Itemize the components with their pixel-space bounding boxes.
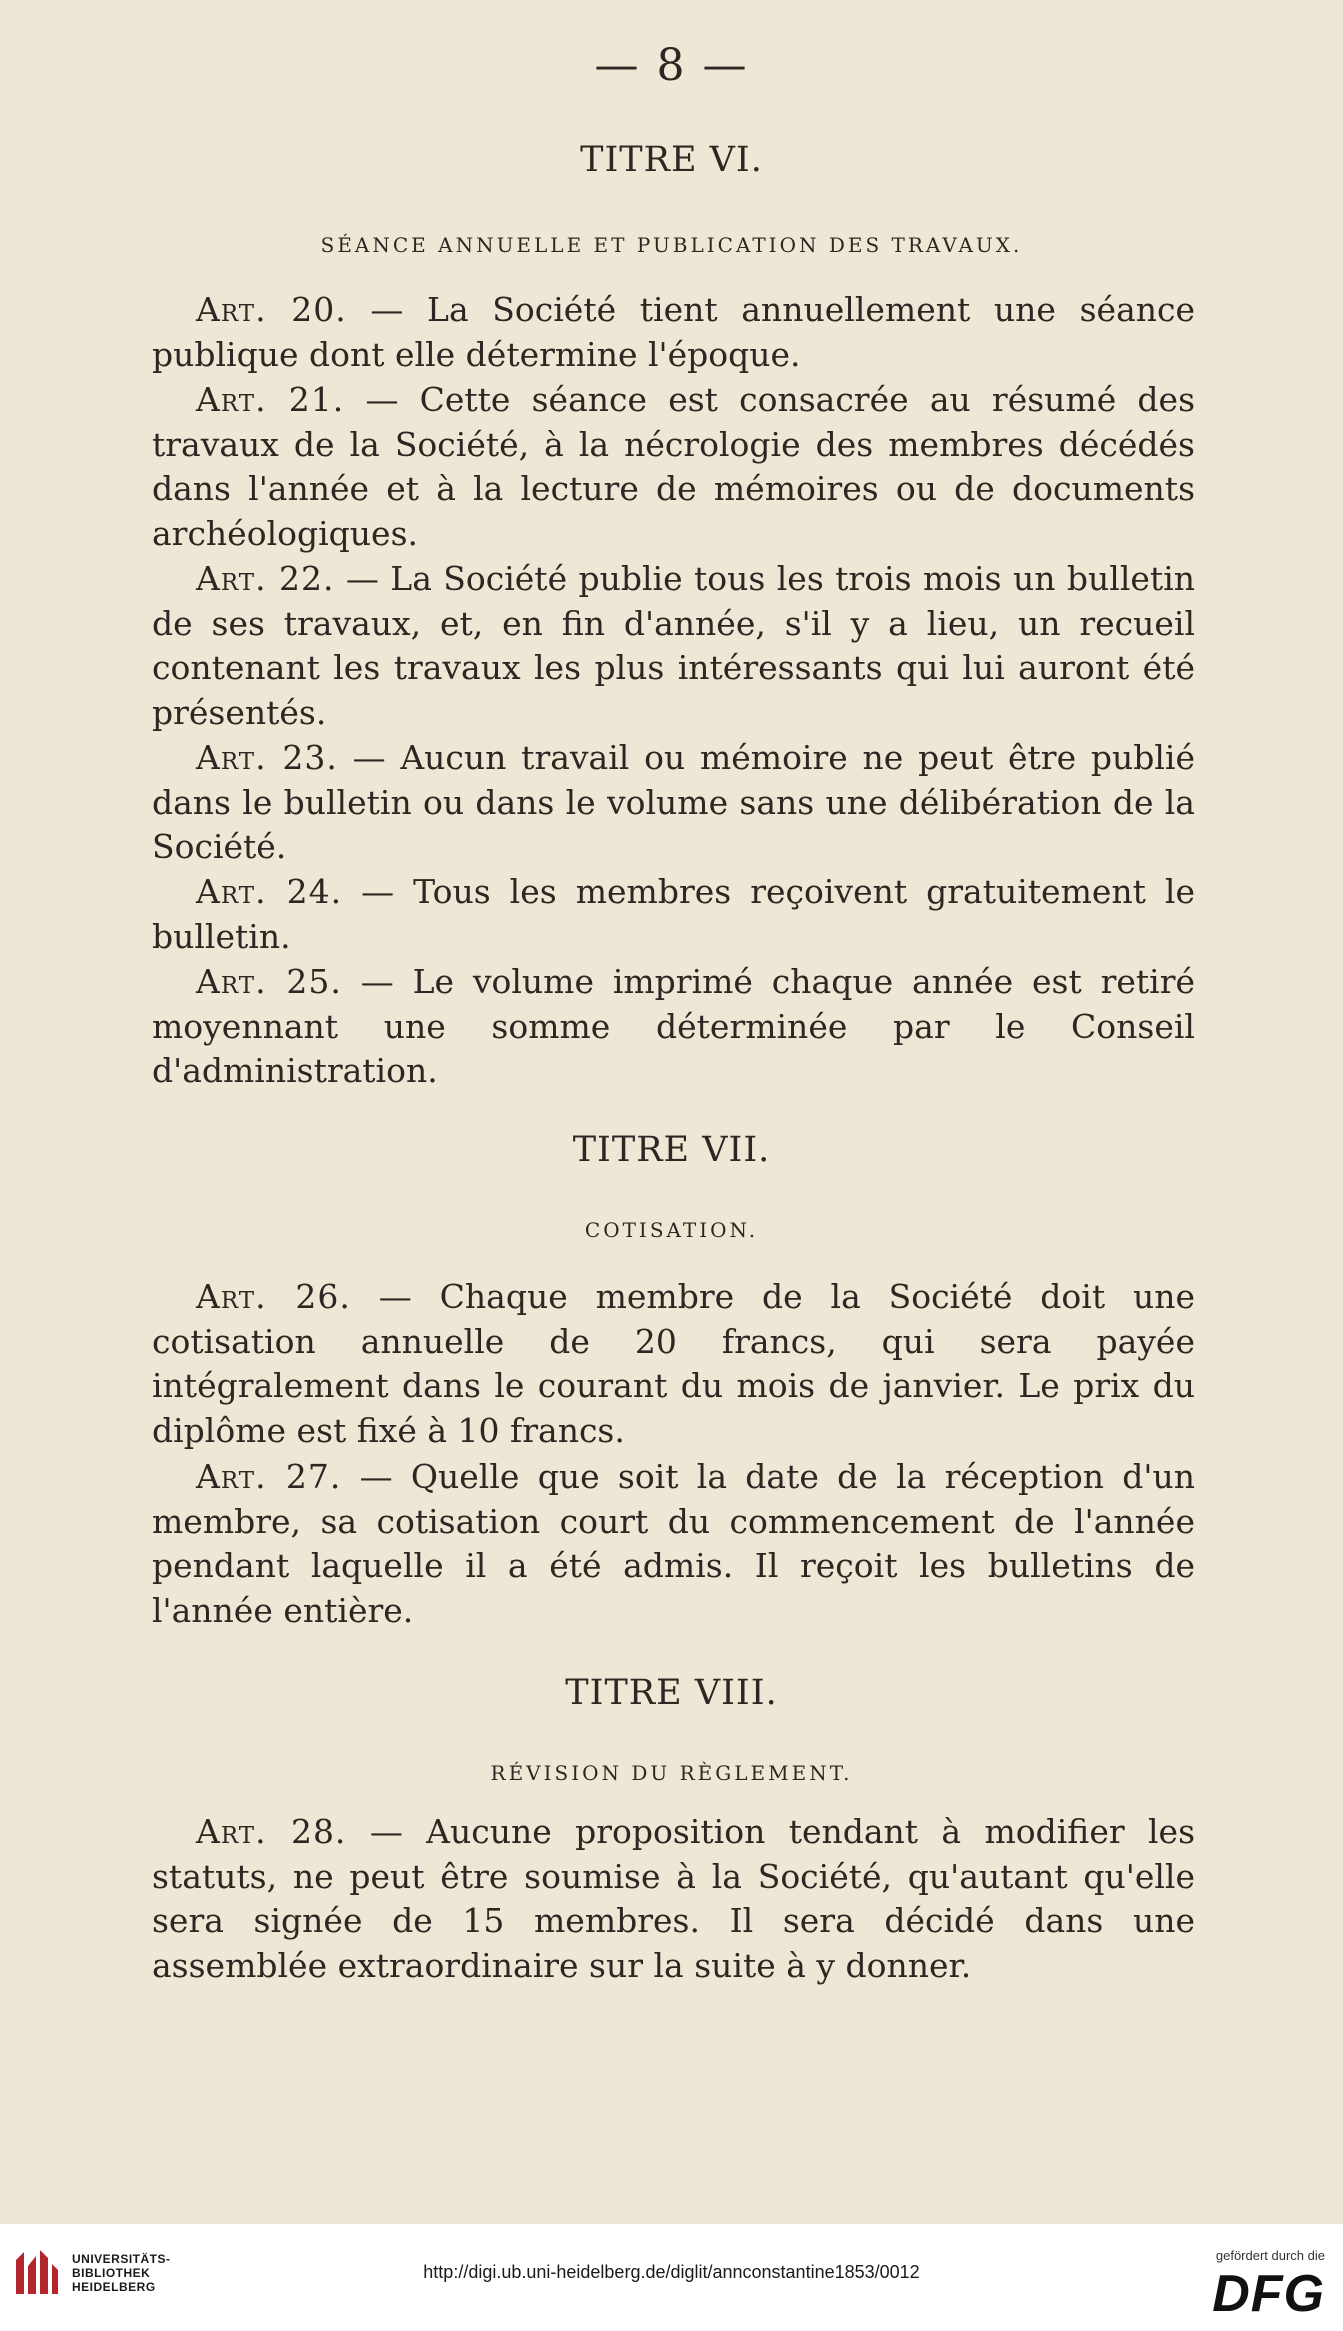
article-text: — Tous les membres reçoivent gratuitement le bulletin. xyxy=(152,872,1196,956)
article-label: Art. 26. xyxy=(196,1277,351,1316)
dfg-logo: DFG xyxy=(1212,2265,1325,2323)
article-label: Art. 23. xyxy=(196,738,338,777)
institution-line: UNIVERSITÄTS- xyxy=(72,2252,171,2266)
article-text: — Aucune proposition tendant à modifier les statuts, ne peut être soumise à la Société, qu'autant qu'elle sera signée de 15 membres. Il sera décidé dans une assemblée extraordinaire sur la suite à y donner. xyxy=(152,1812,1196,1986)
article-28 xyxy=(152,1810,1195,1989)
article-text: — Cette séance est consacrée au résumé des travaux de la Société, à la nécrologie des membres décédés dans l'année et à la lecture de mémoires ou de documents archéologiques. xyxy=(152,380,1196,554)
institution-line: BIBLIOTHEK xyxy=(72,2266,151,2280)
article-label: Art. 24. xyxy=(196,872,343,911)
article-25 xyxy=(152,960,1195,1094)
footer-bar xyxy=(0,2224,1343,2331)
article-24 xyxy=(152,870,1195,959)
article-text: — Chaque membre de la Société doit une cotisation annuelle de 20 francs, qui sera payée intégralement dans le courant du mois de janvier. Le prix du diplôme est fixé à 10 francs. xyxy=(152,1277,1195,1451)
article-23 xyxy=(152,736,1195,870)
institution-line: HEIDELBERG xyxy=(72,2280,156,2294)
article-22 xyxy=(152,557,1195,736)
article-26 xyxy=(152,1275,1195,1454)
article-text: — Quelle que soit la date de la réception d'un membre, sa cotisation court du commencement de l'année pendant laquelle il a été admis. Il reçoit les bulletins de l'année entière. xyxy=(152,1457,1195,1631)
article-21 xyxy=(152,378,1195,557)
article-label: Art. 27. xyxy=(196,1457,342,1496)
article-label: Art. 20. xyxy=(196,290,347,329)
section-subtitle-vii: COTISATION. xyxy=(584,1218,759,1242)
article-text: — La Société publie tous les trois mois un bulletin de ses travaux, et, en fin d'année, s'il y a lieu, un recueil contenant les travaux les plus intéressants qui lui auront été présentés. xyxy=(152,559,1196,733)
article-label: Art. 28. xyxy=(196,1812,347,1851)
article-label: Art. 22. xyxy=(196,559,335,598)
article-20 xyxy=(152,288,1195,377)
section-subtitle-vi: SÉANCE ANNUELLE ET PUBLICATION DES TRAVAUX. xyxy=(320,233,1023,257)
section-title-vii: TITRE VII. xyxy=(572,1130,771,1170)
article-text: — La Société tient annuellement une séance publique dont elle détermine l'époque. xyxy=(152,290,1196,374)
article-label: Art. 21. xyxy=(196,380,345,419)
source-url-link[interactable]: http://digi.ub.uni-heidelberg.de/diglit/annconstantine1853/0012 xyxy=(423,2262,920,2282)
section-subtitle-viii: RÉVISION DU RÈGLEMENT. xyxy=(490,1761,853,1785)
article-text: — Aucun travail ou mémoire ne peut être publié dans le bulletin ou dans le volume sans une délibération de la Société. xyxy=(152,738,1196,867)
article-text: — Le volume imprimé chaque année est retiré moyennant une somme déterminée par le Conseil d'administration. xyxy=(152,962,1196,1091)
article-label: Art. 25. xyxy=(196,962,342,1001)
article-27 xyxy=(152,1455,1195,1634)
page-number: — 8 — xyxy=(594,40,749,91)
section-title-viii: TITRE VIII. xyxy=(565,1673,778,1713)
section-title-vi: TITRE VI. xyxy=(580,140,763,180)
funded-by-label: gefördert durch die xyxy=(1215,2248,1325,2263)
